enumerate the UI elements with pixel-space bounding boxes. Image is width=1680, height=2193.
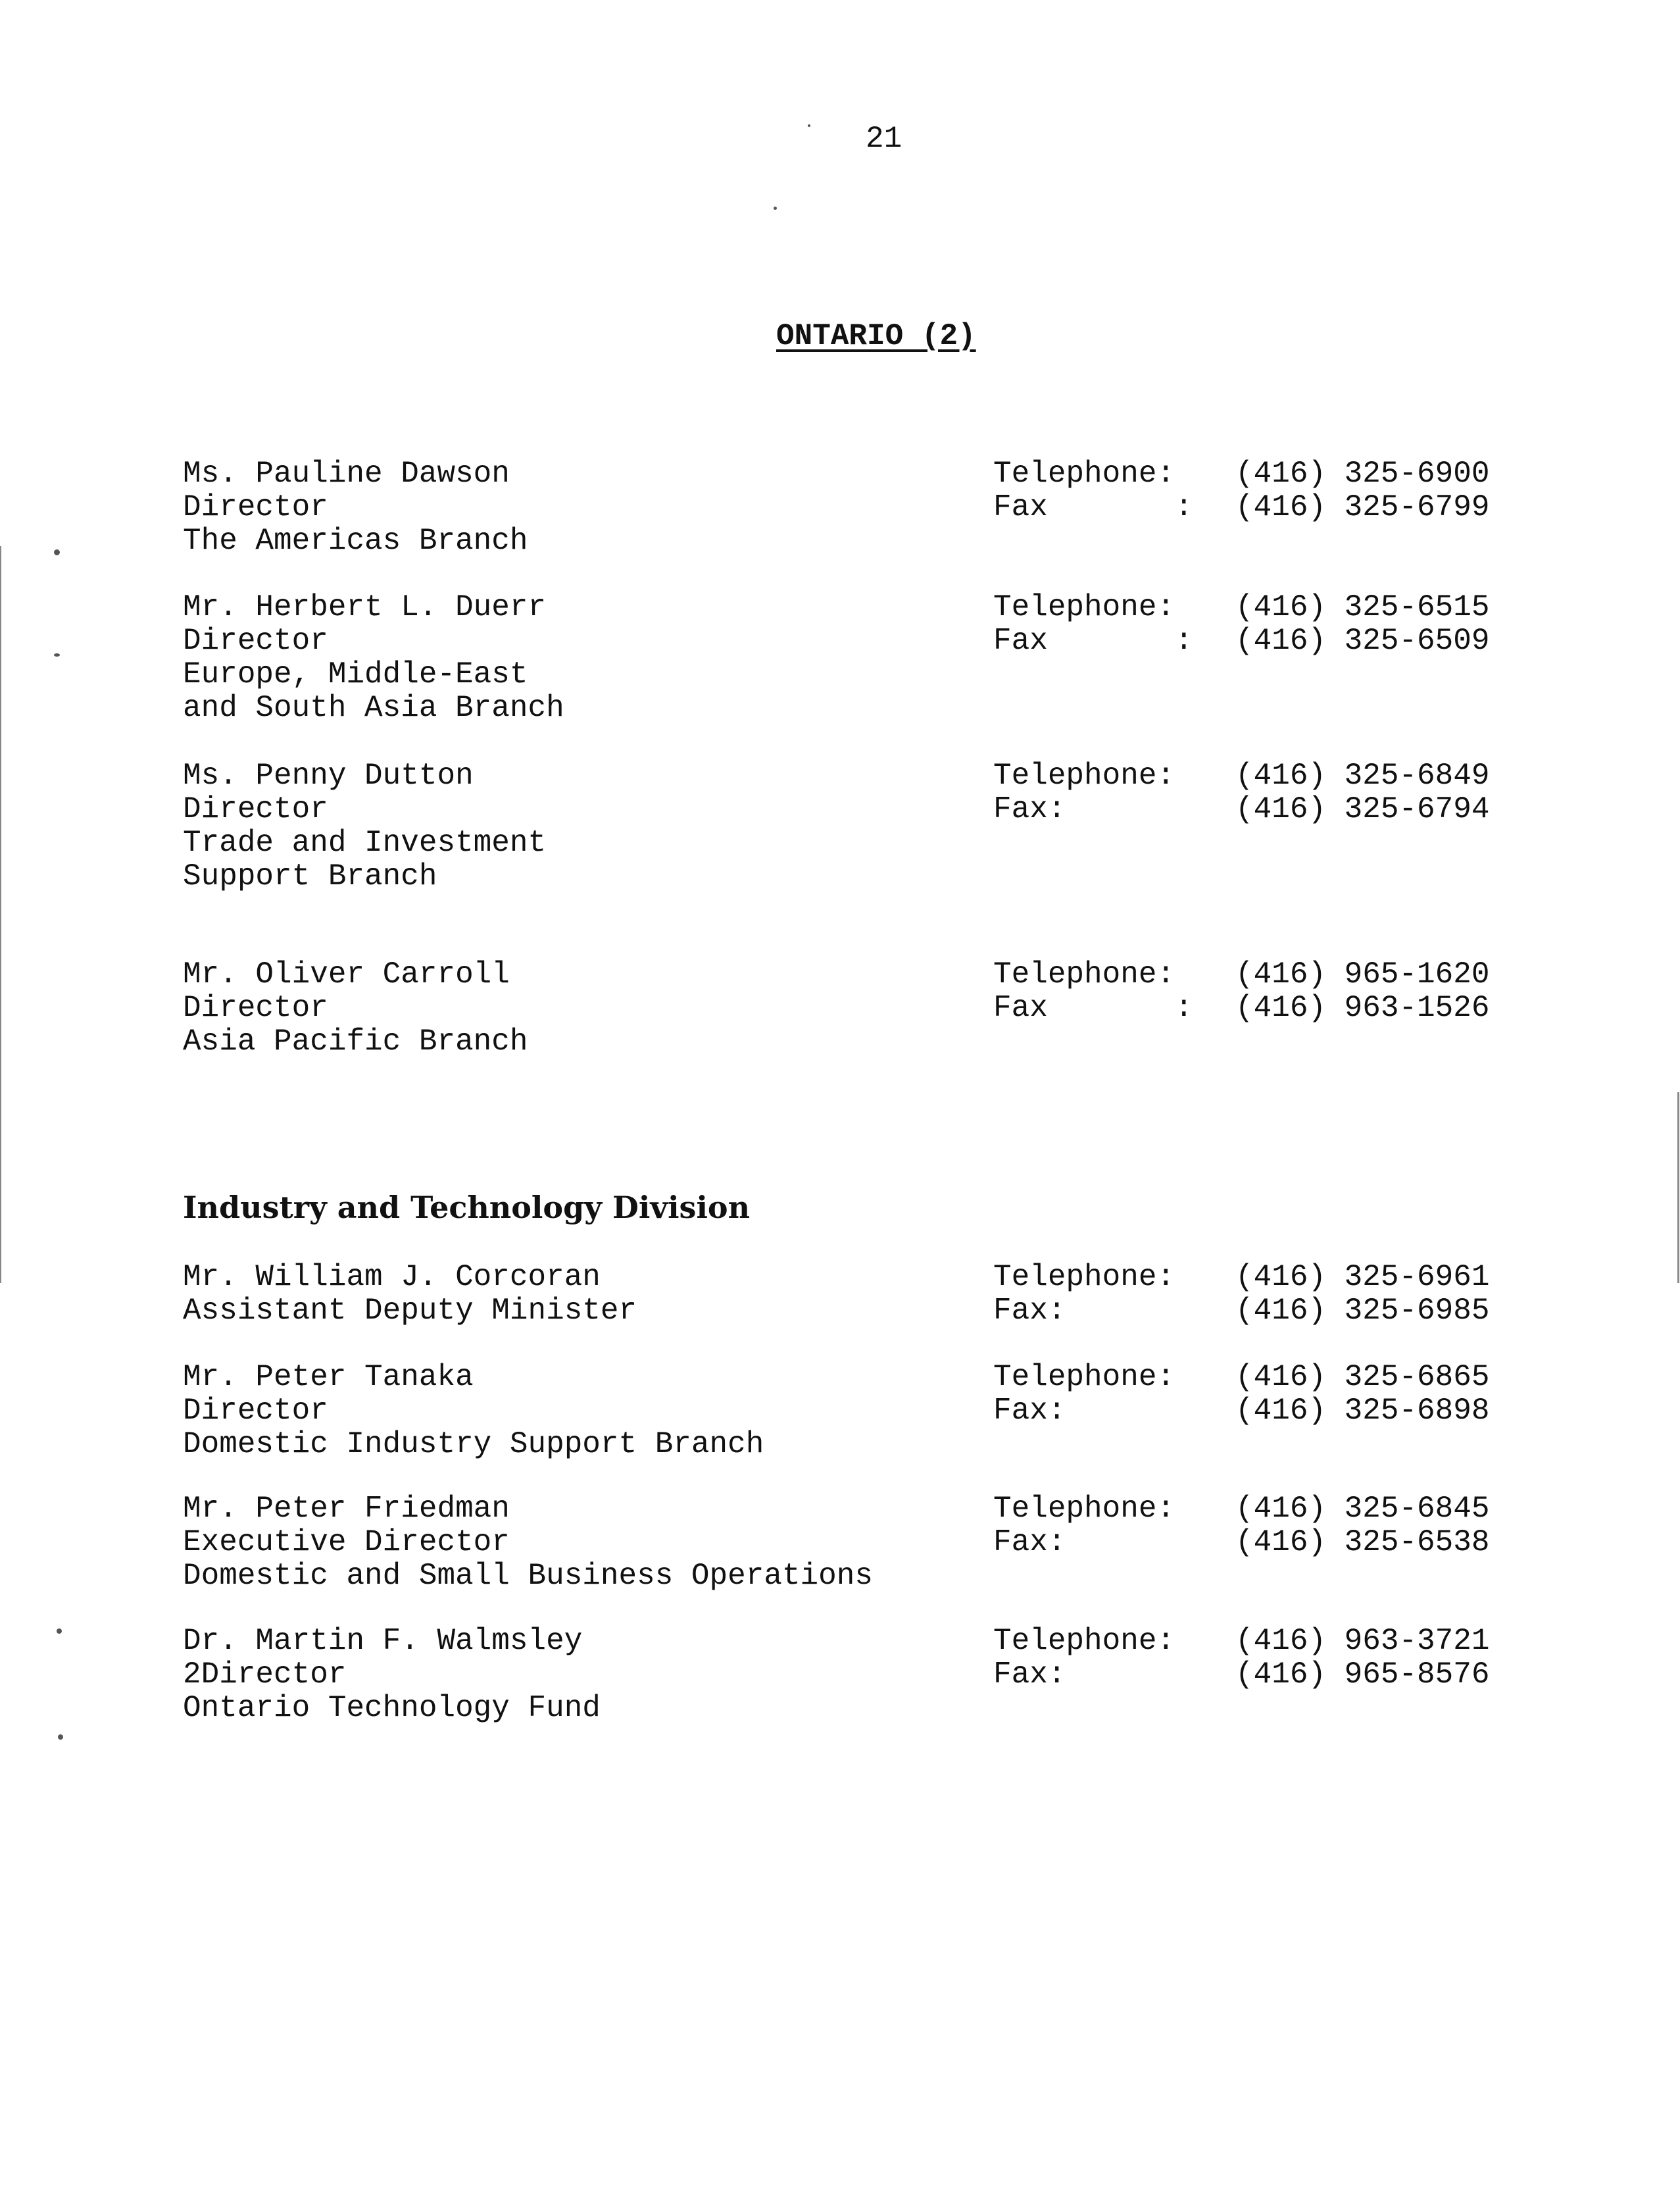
contact-name: Mr. William J. Corcoran	[183, 1260, 601, 1294]
contact-name-block	[183, 958, 972, 1059]
contact-branch: Ontario Technology Fund	[183, 1691, 601, 1725]
fax-number: (416) 325-6794	[1235, 792, 1490, 826]
section-heading: ONTARIO (2)	[776, 319, 976, 353]
scan-speck	[774, 207, 777, 210]
contact-name: Mr. Oliver Carroll	[183, 957, 510, 992]
contact-name-block	[183, 591, 972, 725]
fax-number: (416) 325-6898	[1235, 1394, 1490, 1428]
contact-branch: Asia Pacific Branch	[183, 1024, 528, 1059]
contact-name-block	[183, 1492, 972, 1593]
contact-name: Mr. Peter Tanaka	[183, 1360, 474, 1394]
telephone-label: Telephone:	[993, 957, 1175, 992]
fax-number: (416) 325-6799	[1235, 490, 1490, 524]
telephone-label: Telephone:	[993, 457, 1175, 491]
contact-branch: Domestic and Small Business Operations	[183, 1559, 873, 1593]
contact-numbers	[993, 591, 1539, 658]
contact-title: Director	[183, 991, 328, 1025]
telephone-number: (416) 965-1620	[1235, 957, 1490, 992]
fax-label: Fax:	[993, 1657, 1066, 1692]
contact-branch: The Americas Branch	[183, 524, 528, 558]
fax-number: (416) 325-6509	[1235, 624, 1490, 658]
contact-numbers	[993, 958, 1539, 1025]
contact-title: Director	[183, 490, 328, 524]
telephone-label: Telephone:	[993, 1260, 1175, 1294]
fax-label: Fax:	[993, 1294, 1066, 1328]
scan-speck	[54, 549, 60, 555]
telephone-number: (416) 325-6900	[1235, 457, 1490, 491]
fax-label: Fax:	[993, 1525, 1066, 1559]
telephone-number: (416) 325-6865	[1235, 1360, 1490, 1394]
contact-name-block	[183, 759, 972, 894]
contact-name: Ms. Pauline Dawson	[183, 457, 510, 491]
contact-branch: Europe, Middle-East	[183, 657, 528, 692]
contact-numbers	[993, 1492, 1539, 1559]
telephone-label: Telephone:	[993, 1360, 1175, 1394]
contact-title: Director	[183, 624, 328, 658]
contact-name: Mr. Peter Friedman	[183, 1492, 510, 1526]
contact-branch: Trade and Investment	[183, 826, 547, 860]
contact-title: Executive Director	[183, 1525, 510, 1559]
telephone-label: Telephone:	[993, 1624, 1175, 1658]
fax-label: Fax:	[993, 792, 1066, 826]
fax-label: Fax :	[993, 624, 1193, 658]
contact-numbers	[993, 1625, 1539, 1692]
contact-name-block	[183, 1361, 972, 1461]
contact-numbers	[993, 1361, 1539, 1428]
page-number: 21	[866, 122, 902, 156]
division-title: Industry and Technology Division	[183, 1190, 751, 1225]
contact-branch-cont: and South Asia Branch	[183, 691, 564, 725]
scan-speck	[58, 1734, 63, 1740]
contact-title: Director	[183, 1394, 328, 1428]
contact-name-block	[183, 457, 972, 558]
contact-title: 2Director	[183, 1657, 347, 1692]
scan-edge-mark	[1677, 1092, 1679, 1283]
telephone-number: (416) 325-6515	[1235, 590, 1490, 624]
telephone-number: (416) 325-6849	[1235, 759, 1490, 793]
fax-label: Fax:	[993, 1394, 1066, 1428]
contact-title: Director	[183, 792, 328, 826]
contact-numbers	[993, 1261, 1539, 1328]
contact-numbers	[993, 759, 1539, 826]
telephone-label: Telephone:	[993, 1492, 1175, 1526]
contact-branch-cont: Support Branch	[183, 859, 437, 894]
telephone-label: Telephone:	[993, 590, 1175, 624]
fax-number: (416) 325-6538	[1235, 1525, 1490, 1559]
telephone-number: (416) 963-3721	[1235, 1624, 1490, 1658]
contact-name: Mr. Herbert L. Duerr	[183, 590, 547, 624]
contact-name: Dr. Martin F. Walmsley	[183, 1624, 583, 1658]
fax-label: Fax :	[993, 991, 1193, 1025]
fax-label: Fax :	[993, 490, 1193, 524]
fax-number: (416) 963-1526	[1235, 991, 1490, 1025]
fax-number: (416) 965-8576	[1235, 1657, 1490, 1692]
contact-name-block	[183, 1261, 972, 1328]
scan-speck	[57, 1628, 62, 1634]
telephone-label: Telephone:	[993, 759, 1175, 793]
contact-title: Assistant Deputy Minister	[183, 1294, 637, 1328]
scan-speck	[808, 124, 810, 127]
contact-name-block	[183, 1625, 972, 1725]
telephone-number: (416) 325-6961	[1235, 1260, 1490, 1294]
scan-speck	[54, 653, 60, 657]
contact-numbers	[993, 457, 1539, 524]
scan-edge-mark	[0, 546, 1, 1283]
contact-branch: Domestic Industry Support Branch	[183, 1427, 764, 1461]
contact-name: Ms. Penny Dutton	[183, 759, 474, 793]
telephone-number: (416) 325-6845	[1235, 1492, 1490, 1526]
fax-number: (416) 325-6985	[1235, 1294, 1490, 1328]
